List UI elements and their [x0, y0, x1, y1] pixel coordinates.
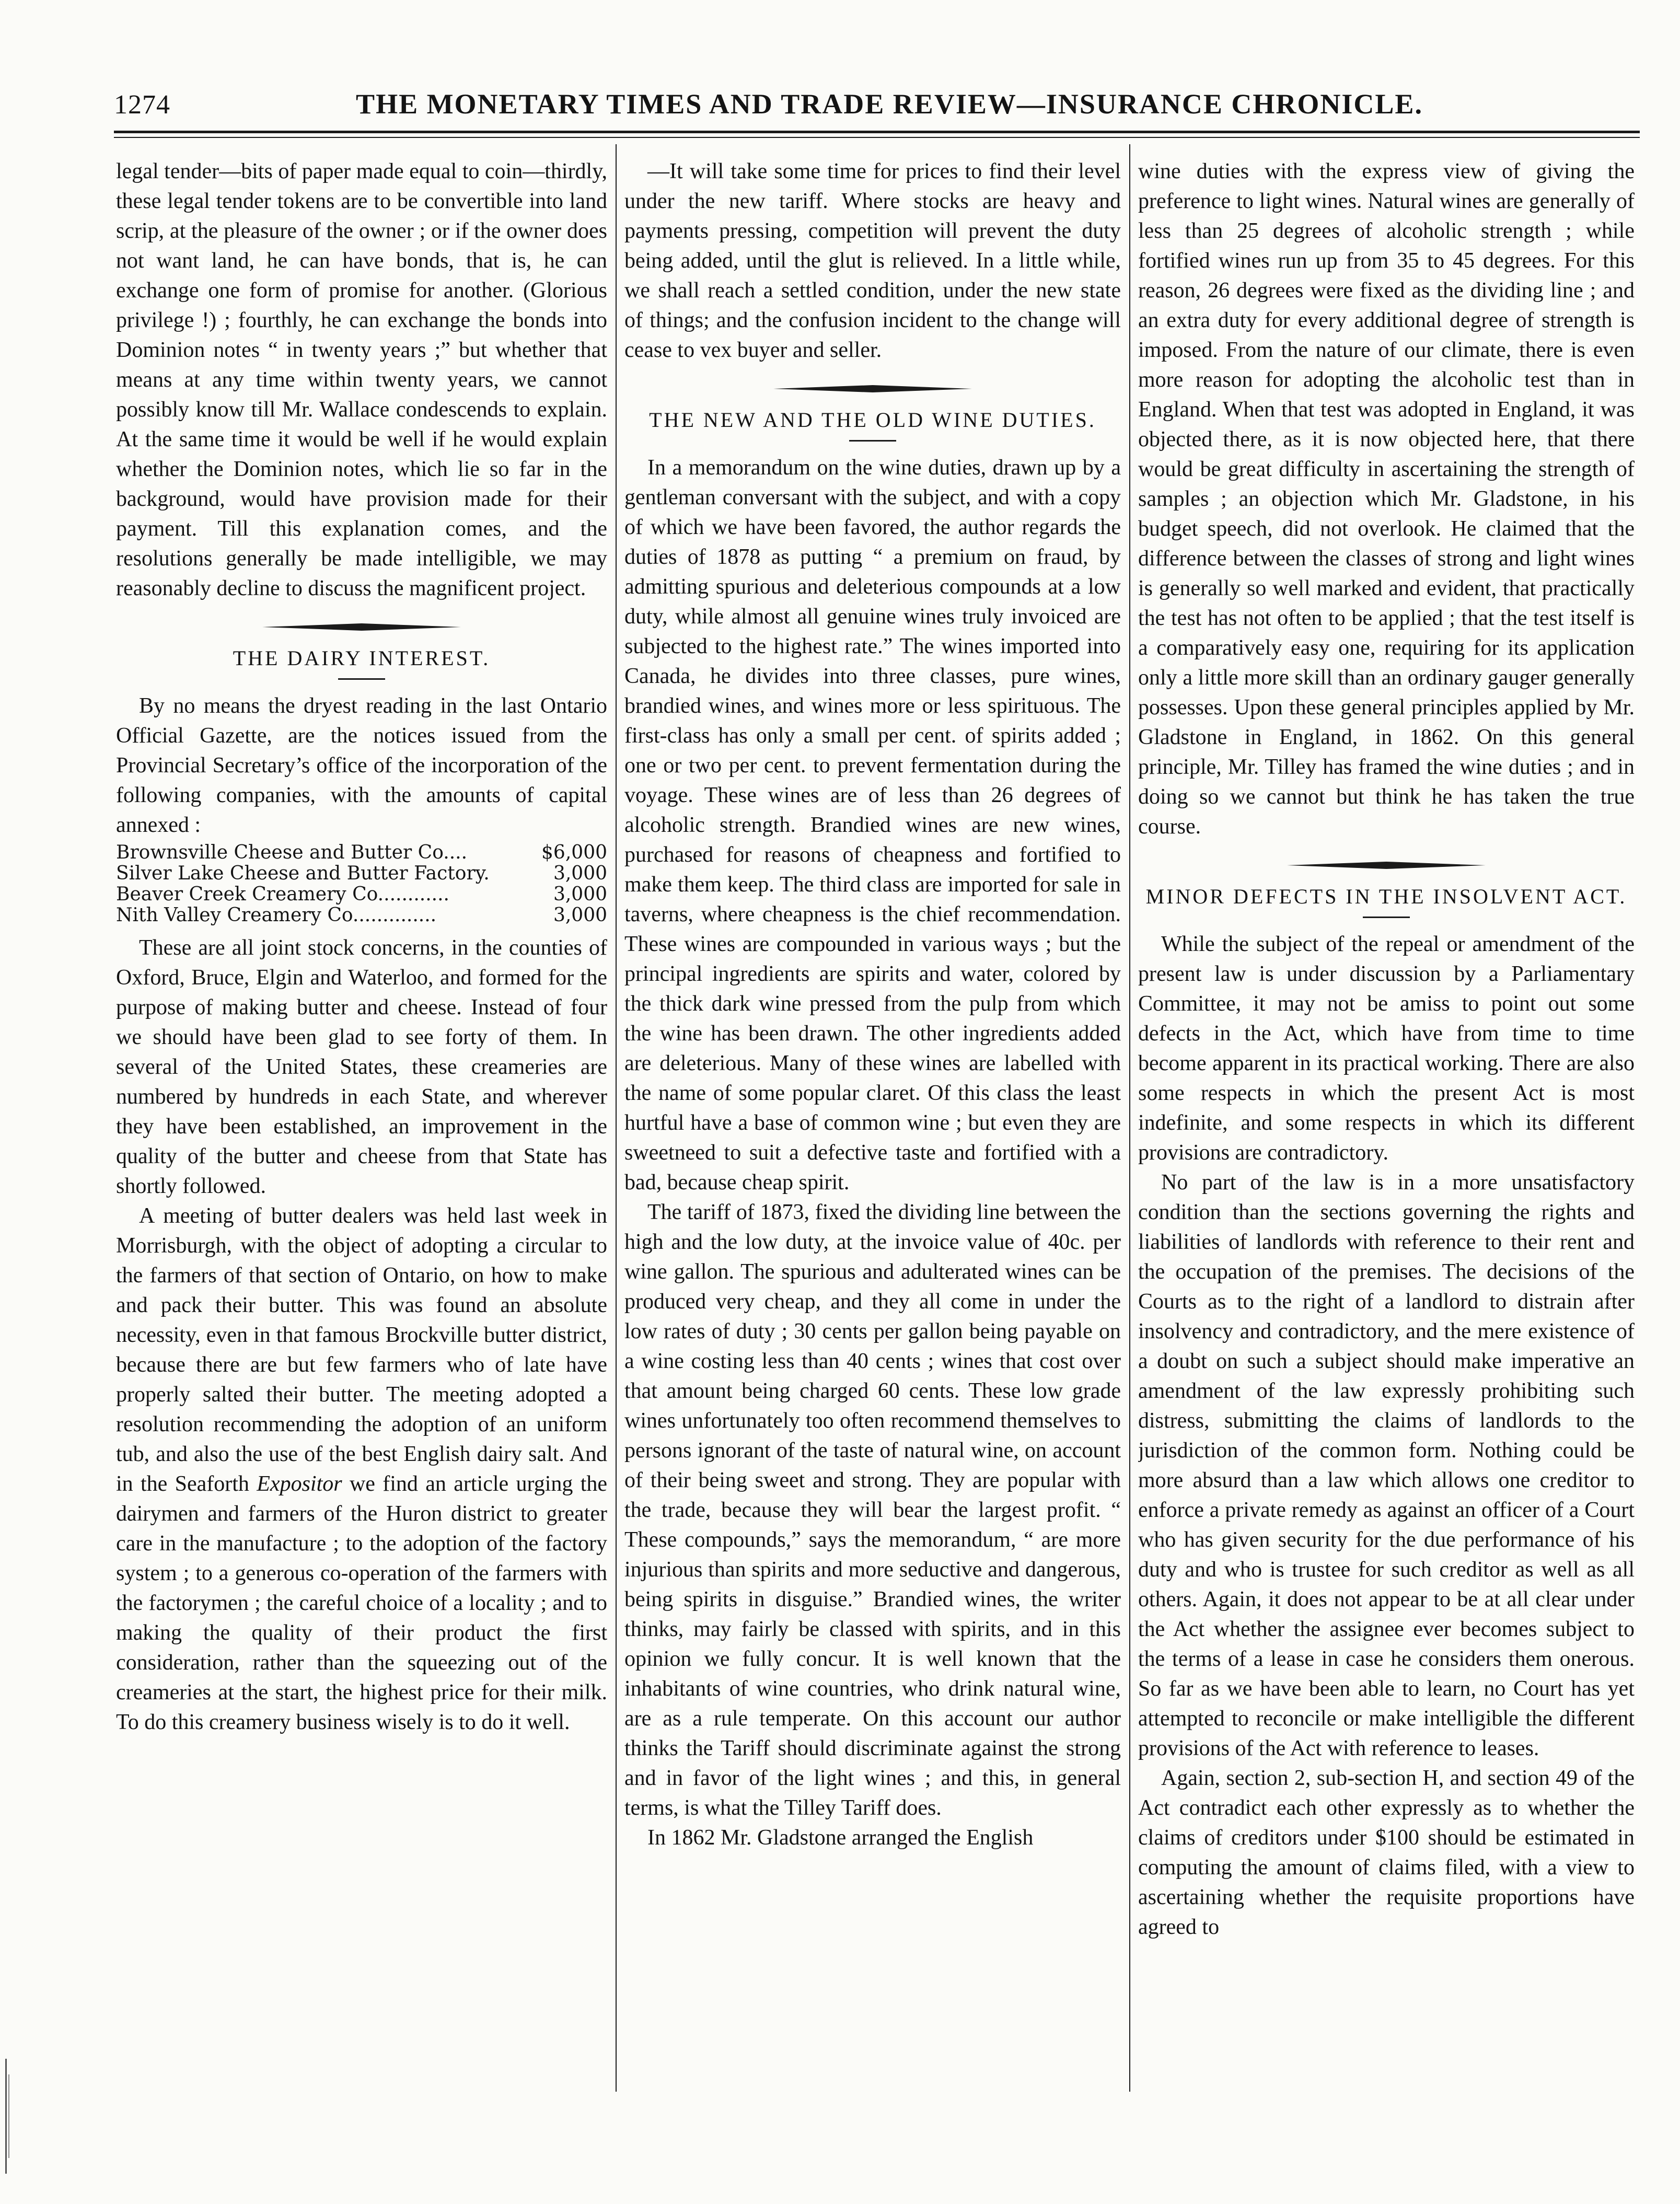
- header-rule-thin: [114, 137, 1640, 138]
- company-capital: 3,000: [553, 904, 607, 926]
- table-row: [116, 905, 607, 926]
- section-divider-ornament: [773, 384, 972, 393]
- wine-paragraph: In a memorandum on the wine duties, drawn up by a gentleman conversant with the subject, and with a copy of which we have been favored, the author regards the duties of 1878 as putting “ a premium on fraud, by admitting spurious and deleterious compounds at a low duty, while almost all genuine wines truly invoiced are subjected to the highest rate.” The wines imported into Canada, he divides into three classes, pure wines, brandied wines, and wines more or less spirituous. The first-class has only a small per cent. of spirits added ; one or two per cent. to prevent fermentation during the voyage. These wines are of less than 26 degrees of alcoholic strength. Brandied wines are new wines, purchased for reasons of cheapness and fortified to make them keep. The third class are imported for sale in taverns, where cheapness is the chief recommendation. These wines are compounded in various ways ; but the principal ingredients are spirits and water, colored by the thick dark wine pressed from the pulp from which the wine has been drawn. The other ingredients added are deleterious. Many of these wines are labelled with the name of some popular claret. Of this class the least hurtful have a base of common wine ; but even they are sweetneed to suit a defective taste and fortified with a bad, because cheap spirit.: [624, 456, 1121, 1194]
- insolvent-paragraph: No part of the law is in a more unsatisfactory condition than the sections governing the rights and liabilities of landlords with reference to their rent and the occupation of the premises. The decisions of the Courts as to the right of a landlord to distrain after insolvency and contradictory, and the mere existence of a doubt on such a subject should make imperative an amendment of the law expressly prohibiting such distress, submitting the claims of landlords to the jurisdiction of the common form. Nothing could be more absurd than a law which allows one creditor to enforce a private remedy as against an officer of a Court who has given security for the due performance of his duty and who is trustee for such creditor as well as all others. Again, it does not appear to be at all clear under the Act whether the assignee ever becomes subject to the terms of a lease in case he considers them onerous. So far as we have been able to learn, no Court has yet attempted to reconcile or make intelligible the different provisions of the Act with reference to leases.: [1138, 1170, 1635, 1760]
- company-capital: 3,000: [553, 884, 607, 905]
- newspaper-title: Expositor: [257, 1472, 342, 1496]
- company-name: Beaver Creek Creamery Co............: [116, 884, 449, 905]
- heading-rule: [338, 678, 385, 680]
- dairy-text: A meeting of butter dealers was held last week in Morrisburgh, with the object of adopting a circular to the farmers of that section of Ontario, on how to make and pack their butter. This was found an absolute necessity, even in that famous Brockville butter district, because there are but few farmers who of late have properly salted their butter. The meeting adopted a resolution recommending the adoption of an uniform tub, and also the use of the best English dairy salt. And in the Seaforth: [116, 1204, 607, 1496]
- header-rule-thick: [114, 131, 1640, 133]
- tariff-paragraph: —It will take some time for prices to find their level under the new tariff. Where stocks are heavy and payments pressing, competition will prevent the duty being added, until the glut is relieved. In a little while, we shall reach a settled condition, under the new state of things; and the confusion incident to the change will cease to vex buyer and seller.: [624, 159, 1121, 362]
- table-row: [116, 884, 607, 905]
- wine-paragraph: In 1862 Mr. Gladstone arranged the English: [647, 1826, 1034, 1850]
- dairy-paragraph: [116, 1201, 607, 1737]
- heading-insolvent-act: MINOR DEFECTS IN THE INSOLVENT ACT.: [1145, 885, 1627, 908]
- heading-wine-duties: THE NEW AND THE OLD WINE DUTIES.: [649, 408, 1096, 432]
- insolvent-paragraph: Again, section 2, sub-section H, and section 49 of the Act contradict each other expressly as to whether the claims of creditors under $100 should be estimated in computing the amount of claims filed, with a view to ascertaining whether the requisite proportions have agreed to: [1138, 1766, 1635, 1939]
- column-2: [624, 157, 1121, 2090]
- wine-paragraph: The tariff of 1873, fixed the dividing line between the high and the low duty, at the invoice value of 40c. per wine gallon. The spurious and adulterated wines can be produced very cheap, and they all come in under the low rates of duty ; 30 cents per gallon being payable on a wine costing less than 40 cents ; wines that cost over that amount being charged 60 cents. These low grade wines unfortunately too often recommend themselves to persons ignorant of the taste of natural wine, on account of their being sweet and strong. They are popular with the trade, because they will bear the largest profit. “ These compounds,” says the memorandum, “ are more injurious than spirits and more seductive and dangerous, being spirits in disguise.” Brandied wines, the writer thinks, may fairly be classed with spirits, and in this opinion we fully concur. It is well known that the inhabitants of wine countries, who drink natural wine, are as a rule temperate. On this account our author thinks the Tariff should discriminate against the strong and in favor of the light wines ; and this, in general terms, is what the Tilley Tariff does.: [624, 1200, 1121, 1820]
- section-divider-ornament: [262, 622, 461, 632]
- column-divider-1: [616, 144, 617, 2092]
- company-name: Nith Valley Creamery Co..............: [116, 904, 437, 926]
- scan-edge-mark: [3, 2059, 13, 2174]
- masthead: THE MONETARY TIMES AND TRADE REVIEW—INSURANCE CHRONICLE.: [356, 88, 1423, 120]
- wine-continuation-paragraph: wine duties with the express view of giving the preference to light wines. Natural wines are generally of less than 25 degrees of alcoholic strength ; while fortified wines run up from 35 to 45 degrees. For this reason, 26 degrees were fixed as the dividing line ; and an extra duty for every additional degree of strength is imposed. From the nature of our climate, there is even more reason for adopting the alcoholic test than in England. When that test was adopted in England, it was objected there, as it is now objected here, that there would be great difficulty in ascertaining the strength of samples ; an objection which Mr. Gladstone, in his budget speech, did not overlook. He claimed that the difference between the classes of strong and light wines is generally so well marked and evident, that practically the test has not often to be applied ; that the test itself is a comparatively easy one, requiring for its application only a little more skill than an ordinary gauger generally possesses. Upon these general principles applied by Mr. Gladstone in England, in 1862. On this general principle, Mr. Tilley has framed the wine duties ; and in doing so we cannot but think he has taken the true course.: [1138, 159, 1635, 839]
- column-3: [1138, 157, 1635, 2090]
- heading-rule: [1363, 917, 1410, 918]
- insolvent-paragraph: While the subject of the repeal or amendment of the present law is under discussion by a Parliamentary Committee, it may not be amiss to point out some defects in the Act, which have from time to time become apparent in its practical working. There are also some respects in which the present Act is most indefinite, and some respects in which its different provisions are contradictory.: [1138, 932, 1635, 1165]
- article-continuation-paragraph: legal tender—bits of paper made equal to coin—thirdly, these legal tender tokens are to be convertible into land scrip, at the pleasure of the owner ; or if the owner does not want land, he can have bonds, that is, he can exchange one form of promise for another. (Glorious privilege !) ; fourthly, he can exchange the bonds into Dominion notes “ in twenty years ;” but whether that means at any time within twenty years, we cannot possibly know till Mr. Wallace condescends to explain. At the same time it would be well if he would explain whether the Dominion notes, which lie so far in the background, would have provision made for their payment. Till this explanation comes, and the resolutions generally be made intelligible, we may reasonably decline to discuss the magnificent project.: [116, 159, 607, 600]
- page-number: 1274: [114, 90, 170, 120]
- heading-rule: [849, 440, 896, 442]
- page-header: [114, 88, 1640, 130]
- company-name: Brownsville Cheese and Butter Co....: [116, 842, 468, 863]
- column-divider-2: [1129, 144, 1130, 2092]
- dairy-paragraph: These are all joint stock concerns, in the counties of Oxford, Bruce, Elgin and Waterloo, and formed for the purpose of making butter and cheese. Instead of four we should have been glad to see forty of them. In several of the United States, these creameries are numbered by hundreds in each State, and wherever they have been established, an improvement in the quality of the butter and cheese from that State has shortly followed.: [116, 936, 607, 1198]
- companies-table: [116, 842, 607, 926]
- dairy-paragraph: By no means the dryest reading in the last Ontario Official Gazette, are the notices issued from the Provincial Secretary’s office of the incorporation of the following companies, with the amounts of capital annexed :: [116, 694, 607, 837]
- company-capital: 3,000: [553, 863, 607, 884]
- company-capital: $6,000: [541, 842, 607, 863]
- company-name: Silver Lake Cheese and Butter Factory.: [116, 863, 490, 884]
- dairy-text: we find an article urging the dairymen and farmers of the Huron district to greater care in the manufacture ; to the adoption of the factory system ; to a generous co-operation of the farmers with the factorymen ; the careful choice of a locality ; and to making the quality of their product the first consideration, rather than the squeezing out of the creameries at the start, the highest price for their milk. To do this creamery business wisely is to do it well.: [116, 1472, 607, 1734]
- section-divider-ornament: [1287, 861, 1486, 870]
- table-row: [116, 842, 607, 863]
- column-1: [116, 157, 607, 2090]
- table-row: [116, 863, 607, 884]
- heading-dairy-interest: THE DAIRY INTEREST.: [233, 646, 491, 670]
